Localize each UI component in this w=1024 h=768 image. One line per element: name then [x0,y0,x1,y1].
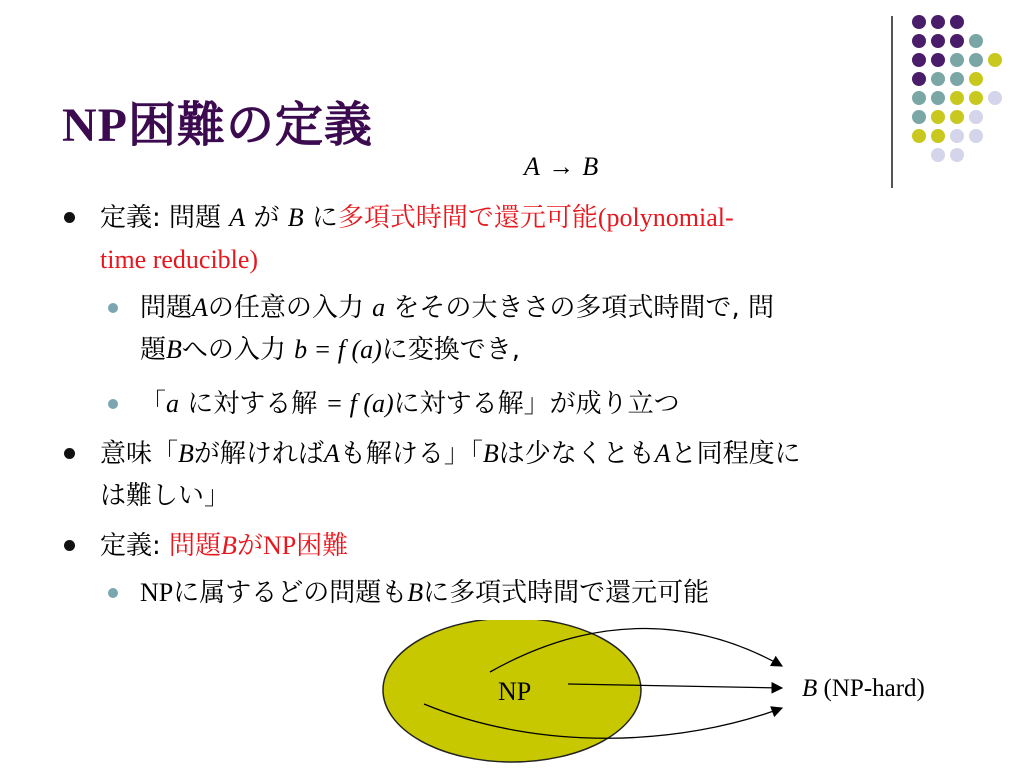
decorative-dot [969,110,983,124]
text: に多項式時間で還元可能 [423,578,710,608]
text: は少なくとも [498,439,655,469]
decorative-dot [931,148,945,162]
emphasis-text-english: (polynomial- [597,203,734,232]
text: に [303,203,338,233]
decorative-dot [950,148,964,162]
decorative-dot [950,91,964,105]
decorative-dot [969,91,983,105]
bullet-np-hard-definition [100,526,348,566]
var-b: B [482,439,499,468]
decorative-dot [969,53,983,67]
var-a: A [524,152,540,181]
decorative-dot [988,53,1002,67]
text: をその大きさの多項式時間で [385,293,732,323]
sub-bullet-dot-icon [108,588,118,598]
formula: = f (a) [325,389,394,418]
reduction-diagram [370,620,990,768]
text: と同程度に [670,439,801,469]
decorative-dot [950,15,964,29]
bullet-dot-icon [64,540,75,551]
np-label: NP [498,677,532,706]
emphasis-text: が [236,531,263,561]
decorative-dot [988,91,1002,105]
np-text: NP [140,578,174,607]
var-b: B [407,578,424,607]
var-b: B [166,335,182,364]
text: も解ける」「 [339,439,483,469]
var-b: B [221,531,237,560]
var-a-lower: a [166,389,180,418]
decorative-dot [912,129,926,143]
decorative-divider [891,16,893,188]
text: の任意の入力 [207,293,373,323]
text: , [511,335,521,365]
var-a: A [323,439,340,468]
var-b: B [178,439,194,468]
text: 定義: [100,531,170,561]
decorative-dot [931,72,945,86]
reduction-notation [524,152,598,182]
bullet-dot-icon [64,448,75,459]
text: に対する解 [179,389,326,419]
sub-bullet-input-line2 [140,330,520,370]
var-b: B [582,152,599,181]
right-arrow-icon: → [548,152,575,181]
var-a: A [229,203,246,232]
emphasis-text: 困難 [296,531,349,561]
decorative-dot [912,34,926,48]
slide-title [62,86,373,155]
decorative-dot [950,129,964,143]
text: 問題 [140,293,193,323]
decorative-dot [931,34,945,48]
bullet-meaning-line2 [100,476,230,516]
text: 定義: 問題 [100,203,230,233]
sub-bullet-solution-line [140,384,680,424]
var-a: A [654,439,671,468]
np-hard-label: (NP-hard) [817,675,925,702]
text: への入力 [181,335,295,365]
decorative-dot [950,53,964,67]
emphasis-np: NP [262,531,297,560]
var-b: B [802,675,818,702]
emphasis-text: 多項式時間で還元可能 [337,203,598,233]
emphasis-text-english: time reducible) [100,245,259,274]
sub-bullet-np-reduction [140,573,709,613]
decorative-dot [912,91,926,105]
text: に変換でき [381,335,512,365]
var-b: B [287,203,304,232]
formula: b = f (a) [294,335,382,364]
decorative-dot [950,72,964,86]
bullet-dot-icon [64,212,75,223]
text: が [245,203,288,233]
text: に属するどの問題も [173,578,408,608]
decorative-dot [912,72,926,86]
text: , 問 [731,293,774,323]
bullet-definition-line2 [100,240,258,280]
decorative-dot [931,110,945,124]
sub-bullet-dot-icon [108,303,118,313]
bullet-meaning-line1 [100,434,801,474]
decorative-dot [969,72,983,86]
np-hard-target [802,675,925,702]
decorative-dot [931,15,945,29]
title-latin: NP [62,99,128,152]
text: に対する解」が成り立つ [393,389,680,419]
emphasis-text: 問題 [169,531,222,561]
decorative-dot [950,110,964,124]
sub-bullet-input-line1 [140,288,774,328]
decorative-dot [912,15,926,29]
var-a-lower: a [372,293,386,322]
decorative-dot [912,53,926,67]
decorative-dot [950,34,964,48]
var-a: A [192,293,208,322]
text: 意味「 [100,439,179,469]
text: は難しい」 [100,481,231,511]
decorative-dot [969,34,983,48]
title-japanese: 困難の定義 [127,97,373,153]
text: 「 [140,389,167,419]
bullet-definition-line1 [100,198,734,238]
text: が解ければ [193,439,324,469]
decorative-dot [931,129,945,143]
decorative-dot [931,53,945,67]
decorative-dot [931,91,945,105]
decorative-dot [912,110,926,124]
sub-bullet-dot-icon [108,399,118,409]
decorative-dot [969,129,983,143]
text: 題 [140,335,167,365]
